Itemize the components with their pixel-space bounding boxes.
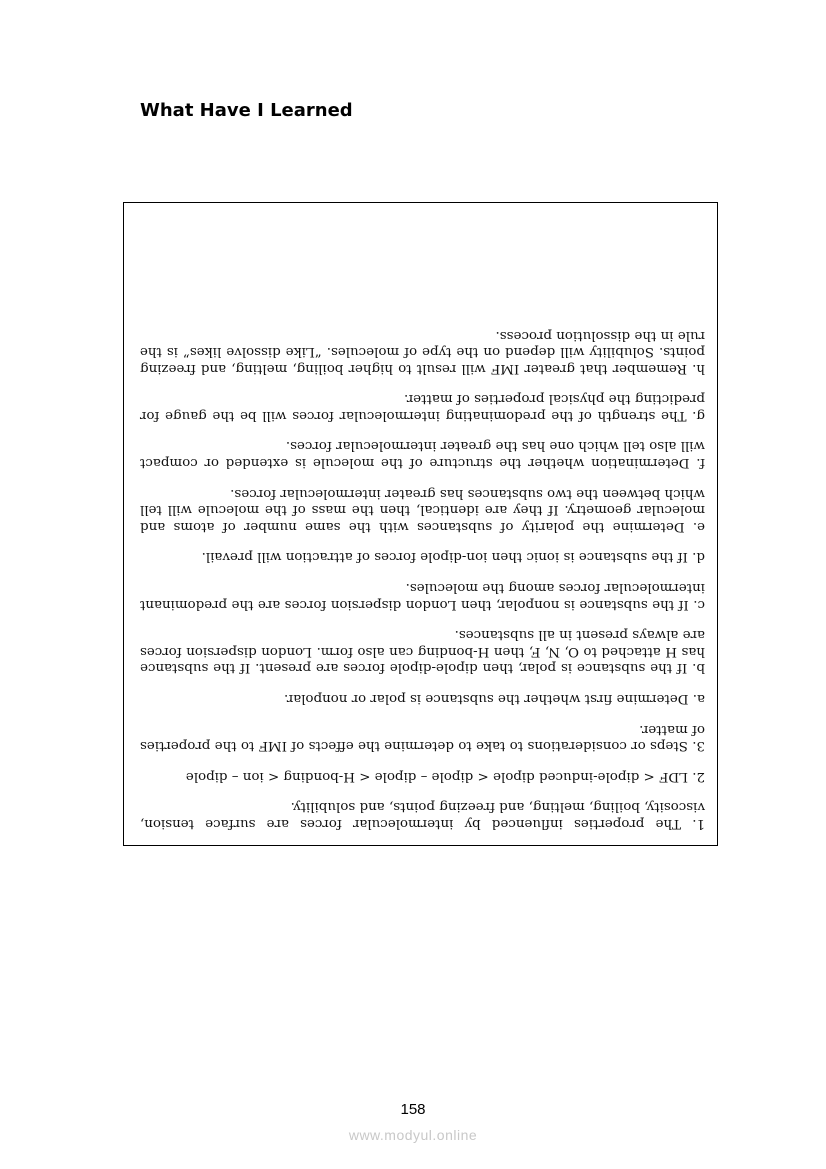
item-3e: e. Determine the polarity of substances with the same number of atoms and molecular geometry. If they are identical, then the mass of the molecule will tell which between the two substances has greater intermolecular forces. [140, 485, 705, 534]
item-2: 2. LDF < dipole-induced dipole < dipole – dipole < H-bonding < ion – dipole [185, 768, 705, 784]
item-3g: g. The strength of the predominating intermolecular forces will be the gauge for predicting the physical properties of matter. [140, 391, 705, 423]
item-3c: c. If the substance is nonpolar, then London dispersion forces are the predominant intermolecular forces among the molecules. [140, 580, 705, 612]
item-3h: h. Remember that greater IMF will result to higher boiling, melting, and freezing points. Solubility will depend on the type of molecules. “Like dissolve likes” is the rule in the dissolution process. [140, 327, 705, 376]
item-3d: d. If the substance is ionic then ion-dipole forces of attraction will prevail. [201, 549, 705, 565]
item-3f: f. Determination whether the structure of the molecule is extended or compact will also tell which one has the greater intermolecular forces. [140, 438, 705, 471]
watermark: www.modyul.online [348, 1127, 478, 1143]
section-heading: What Have I Learned [140, 100, 353, 121]
item-3: 3. Steps or considerations to take to determine the effects of IMF to the properties of matter. [140, 721, 705, 754]
summary-box [123, 202, 718, 846]
page-number: 158 [400, 1101, 426, 1118]
upside-down-content [124, 203, 717, 845]
item-1: 1. The properties influenced by intermolecular forces are surface tension, viscosity, boiling, melting, and freezing points, and solubility. [140, 799, 705, 831]
item-3b: b. If the substance is polar, then dipole-dipole forces are present. If the substance has H attached to O, N, F, then H-bonding can also form. London dispersion forces are always present in all substances. [140, 627, 705, 676]
item-3a: a. Determine first whether the substance is polar or nonpolar. [284, 691, 705, 707]
